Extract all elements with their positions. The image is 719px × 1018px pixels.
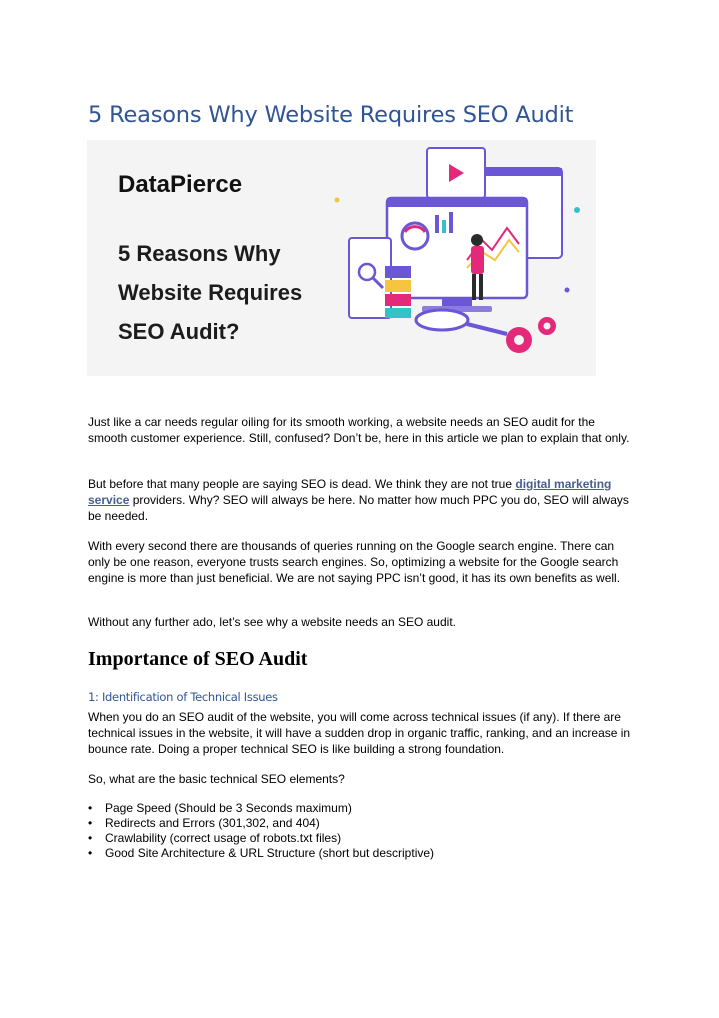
- hero-headline-line-3: SEO Audit?: [118, 319, 240, 344]
- seo-not-dead-paragraph: [88, 476, 636, 524]
- section-heading: Importance of SEO Audit: [88, 648, 308, 670]
- intro-paragraph: Just like a car needs regular oiling for its smooth working, a website needs an SEO audit for the smooth customer experience. Still, confused? Don’t be, here in this article we plan to explain that only.: [88, 415, 630, 445]
- hero-illustration: [87, 140, 596, 376]
- brand-logo: DataPierce: [118, 171, 243, 198]
- hero-headline-line-2: Website Requires: [118, 280, 303, 305]
- list-item-text: Page Speed (Should be 3 Seconds maximum): [105, 801, 352, 815]
- page-title: 5 Reasons Why Website Requires SEO Audit: [88, 102, 574, 128]
- search-queries-paragraph: With every second there are thousands of queries running on the Google search engine. There can only be one reason, everyone trusts search engines. So, optimizing a website for the Google search engine is more than just beneficial. We are not saying PPC isn’t good, it has its own benefits as well.: [88, 539, 621, 585]
- list-item: [88, 846, 434, 861]
- list-item: [88, 816, 434, 831]
- technical-seo-list: [88, 801, 434, 861]
- paragraph-text-after-link: providers. Why? SEO will always be here. No matter how much PPC you do, SEO will always be needed.: [88, 493, 629, 523]
- list-item-text: Crawlability (correct usage of robots.txt files): [105, 831, 342, 845]
- list-item: [88, 831, 434, 846]
- bullet-icon: •: [88, 816, 93, 830]
- subsection-heading: 1: Identification of Technical Issues: [88, 690, 278, 704]
- transition-paragraph: Without any further ado, let’s see why a website needs an SEO audit.: [88, 615, 456, 629]
- bullet-icon: •: [88, 831, 93, 845]
- hero-headline-line-1: 5 Reasons Why: [118, 241, 281, 266]
- list-item-text: Good Site Architecture & URL Structure (short but descriptive): [105, 846, 435, 860]
- bullet-icon: •: [88, 846, 93, 860]
- technical-elements-question: So, what are the basic technical SEO elements?: [88, 772, 345, 786]
- paragraph-text-before-link: But before that many people are saying SEO is dead. We think they are not true: [88, 477, 516, 491]
- hero-image: [87, 140, 596, 376]
- list-item-text: Redirects and Errors (301,302, and 404): [105, 816, 320, 830]
- bullet-icon: •: [88, 801, 93, 815]
- technical-issues-paragraph: When you do an SEO audit of the website, you will come across technical issues (if any). If there are technical issues in the website, it will have a sudden drop in organic traffic, ranking, and an increase in bounce rate. Doing a proper technical SEO is like building a strong foundation.: [88, 710, 631, 756]
- digital-marketing-service-link[interactable]: digital marketing service: [88, 477, 612, 507]
- list-item: [88, 801, 434, 816]
